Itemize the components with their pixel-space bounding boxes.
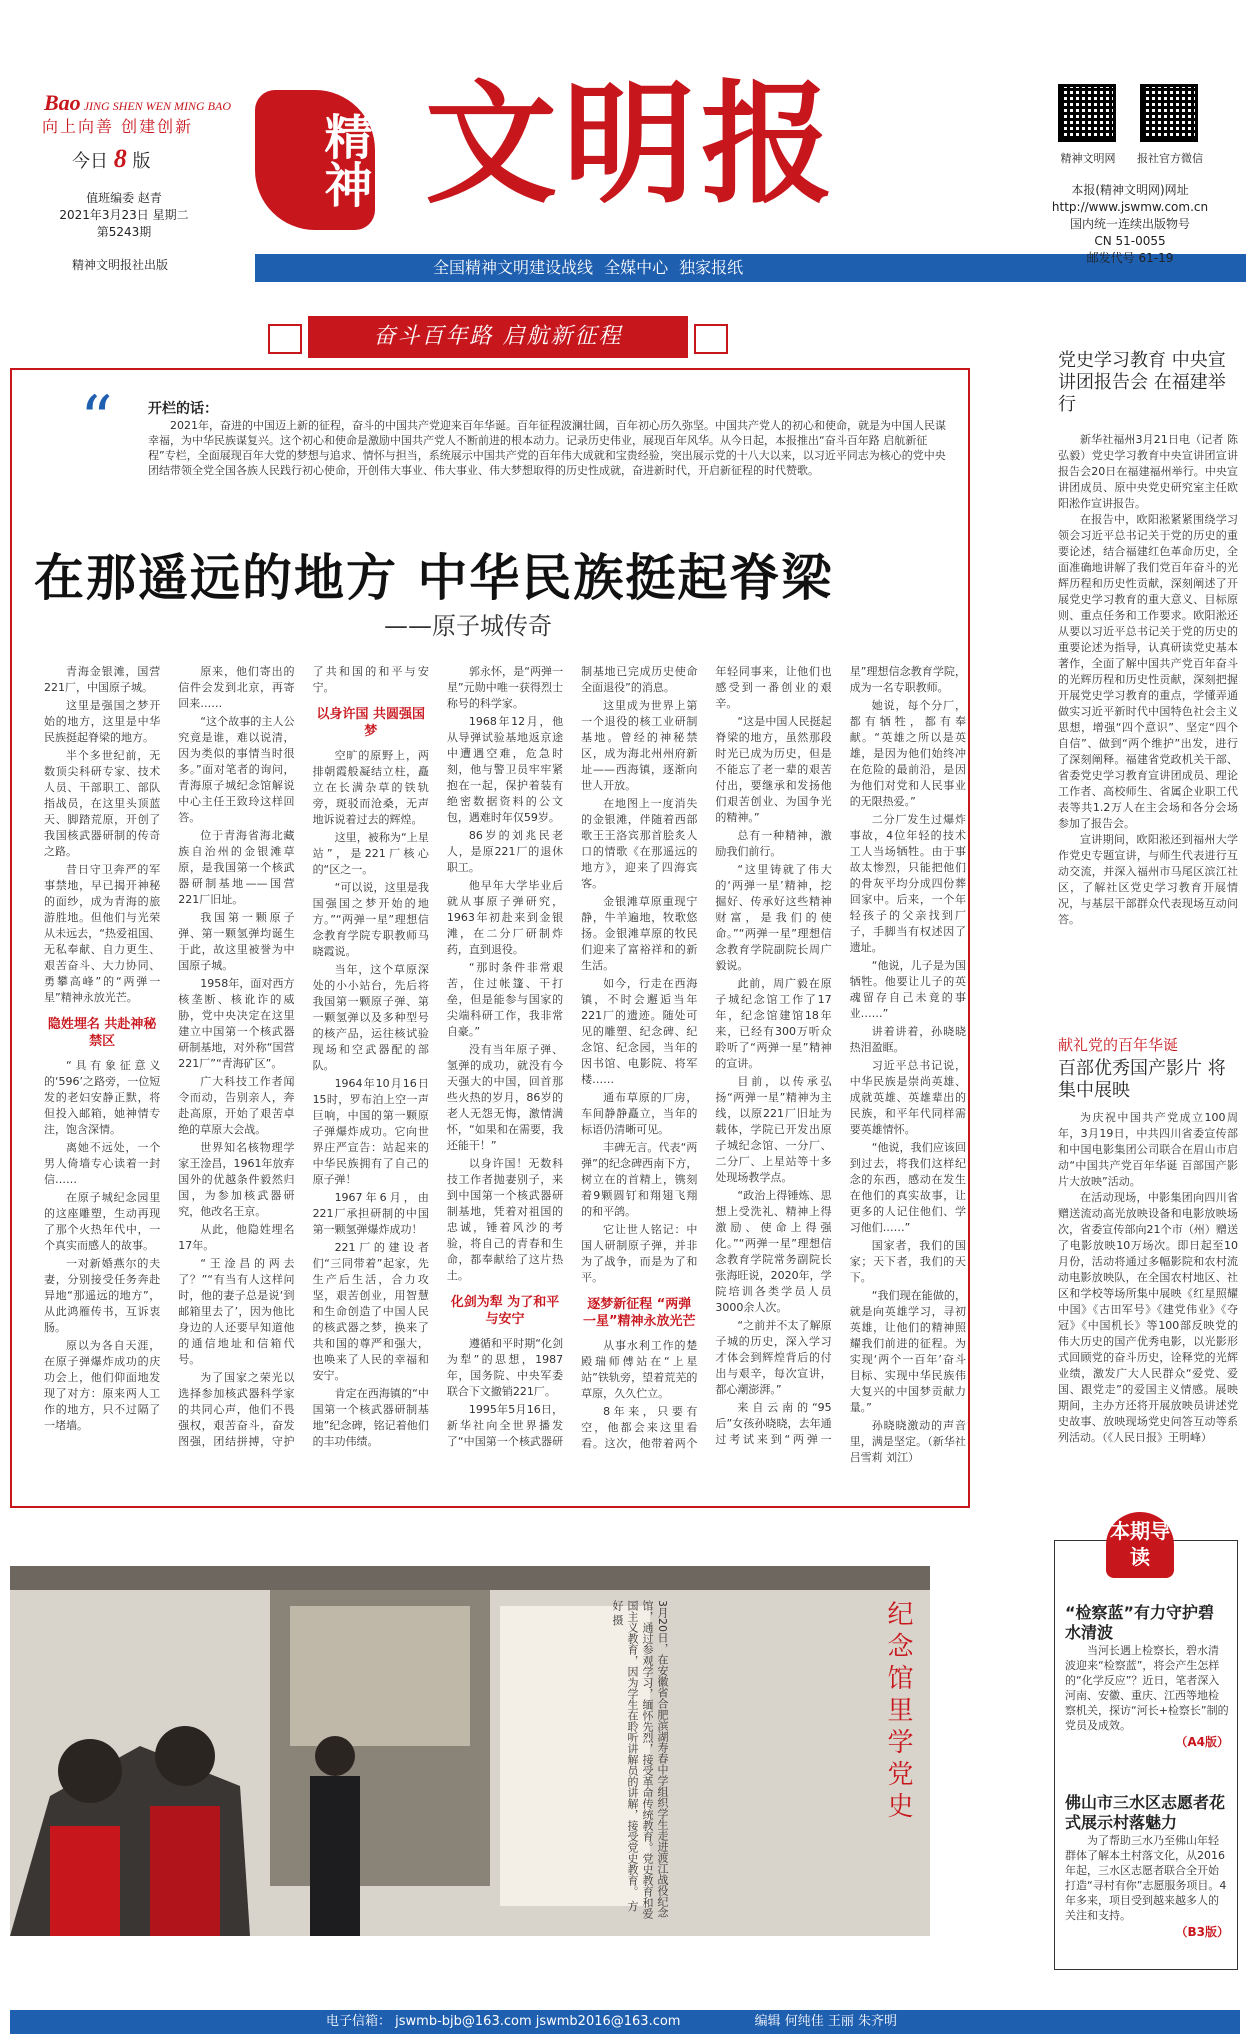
paragraph: 1995年5月16日，新华社向全世界播发了“中国第一个核武器研制基地已完成历史使命全面退役”的消息。 xyxy=(446,665,698,1448)
paragraph: 1964年10月16日15时，罗布泊上空一声巨响，中国的第一颗原子弹爆炸成功。它向世界庄严宣告：站起来的中华民族拥有了自己的原子弹！ xyxy=(312,1077,429,1186)
paragraph: “我们现在能做的，就是向英雄学习，寻初英雄，让他们的精神照耀我们前进的征程。为实现‘两个一百年’奋斗目标、实现中华民族伟大复兴的中国梦贡献力量。” xyxy=(849,1289,966,1414)
guide-item-2[interactable] xyxy=(1065,1793,1229,1940)
paragraph: 青海金银滩，国营221厂，中国原子城。 xyxy=(44,665,161,694)
slogan: 向上向善 创建创新 xyxy=(42,117,194,136)
paragraph: 在活动现场，中影集团向四川省赠送流动高光放映设备和电影放映场次，省委宣传部向21个市（州）赠送了电影放映10万场次。即日起至10月份，活动将通过多幅影院和农村流动电影放映队，在全国农村地区、社区和学校等场所集中展映《红星照耀中国》《古田军号》《建党伟业》《夺冠》《中国机长》等100部反映党的伟大历史的国产优秀电影，以光影形式回顾党的奋斗历史，诠释党的光辉业绩，激发广大人民群众“爱党、爱国、跟党走”的爱国主义情感。展映期间，主办方还将开展放映员讲述党史故事、放映现场党史问答互动等系列活动。（《人民日报》王明峰） xyxy=(1058,1191,1238,1444)
paragraph: 世界知名核物理学家王淦昌，1961年放弃国外的优越条件毅然归国，为参加核武器研究，他改名王京。 xyxy=(178,1141,295,1218)
quote-mark: “ xyxy=(80,383,113,457)
right-article-2 xyxy=(1058,1110,1238,1500)
paragraph: 原以为各自天涯，在原子弹爆炸成功的庆功会上，他们仰面地发现了对方：原来两人工作的地方，只不过隔了一堵墙。 xyxy=(44,1339,161,1432)
paragraph: 他早年大学毕业后就从事原子弹研究，1963年初赴来到金银滩，在二分厂研制炸药，直到退役。 xyxy=(446,879,564,956)
guide-item-page: （B3版） xyxy=(1175,1925,1229,1939)
paragraph: 郭永怀，是“两弹一星”元勋中唯一获得烈士称号的科学家。 xyxy=(446,665,564,710)
paper-info: 本报(精神文明网)网址 http://www.jswmw.com.cn 国内统一连续出版物号 CN 51-0055 邮发代号 61-19 xyxy=(1030,182,1230,267)
paragraph: 它让世人铭记：中国人研制原子弹，并非为了战争，而是为了和平。 xyxy=(581,1223,698,1284)
paragraph: 这里成为世界上第一个退役的核工业研制基地。曾经的神秘禁区，成为海北州州府新址——西海镇，逐渐向世人开放。 xyxy=(581,699,698,792)
paragraph: 习近平总书记说，中华民族是崇尚英雄、成就英雄、英雄辈出的民族，和平年代同样需要英雄情怀。 xyxy=(849,1059,966,1136)
qr1-label: 精神文明网 xyxy=(1060,152,1116,165)
paragraph: 通布草原的厂房，车间静静矗立，当年的标语仍清晰可见。 xyxy=(581,1091,698,1136)
guide-badge: 本期导读 xyxy=(1106,1512,1174,1578)
paragraph: “他说，我们应该回到过去，将我们这样纪念的东西，感动在发生在他们的真实故事，让更多的人记住他们、学习他们……” xyxy=(849,1141,966,1234)
paragraph: “王淦昌的两去了？”“有当有人这样问时，他的妻子总是说‘到邮箱里去了’，因为他比身边的人还要早知道他的通信地址和信箱代号。 xyxy=(178,1257,295,1366)
paragraph: 1968年12月，他从导弹试验基地返京途中遭遇空难，危急时刻，他与警卫员牢牢紧抱在一起，保护着装有绝密数据资料的公文包，遇难时年仅59岁。 xyxy=(446,715,564,824)
column-banner: 奋斗百年路 启航新征程 xyxy=(308,316,688,358)
paragraph: “政治上得锤炼、思想上受洗礼、精神上得激励、使命上得强化。”“两弹一星”理想信念教育学院常务副院长张海旺说，2020年，学院培训各类学员人员3000余人次。 xyxy=(715,1189,832,1314)
paragraph: 肯定在西海镇的“中国第一个核武器研制基地”纪念碑，铭记着他们的丰功伟绩。 xyxy=(312,1387,429,1448)
paragraph: 讲着讲着，孙晓晓热泪盈眶。 xyxy=(849,1025,966,1054)
paragraph: 国家者，我们的国家；天下者，我们的天下。 xyxy=(849,1239,966,1284)
paragraph: 她说，每个分厂，都有牺牲，都有奉献。“英雄之所以是英雄，是因为他们始终冲在危险的最前沿，是因为他们对党和人民事业的无限热爱。” xyxy=(849,699,966,808)
paragraph: 从此，他隐姓埋名17年。 xyxy=(178,1223,295,1252)
paragraph: 1967年6月，由221厂承担研制的中国第一颗氢弹爆炸成功！ xyxy=(312,1191,429,1236)
newspaper-title xyxy=(255,60,1035,240)
title-text: 文明报 xyxy=(425,67,839,222)
paragraph: 目前，以传承弘扬“两弹一星”精神为主线，以原221厂旧址为载体，学院已开发出原子城纪念馆、一分厂、二分厂、上星站等十多处现场教学点。 xyxy=(715,1075,832,1184)
paragraph: 这里，被称为“上星站”，是221厂核心的“区之一。 xyxy=(312,831,429,876)
paragraph: 1958年，面对西方核垄断、核讹诈的威胁，党中央决定在这里建立中国第一个核武器研制基地，对外称“国营221厂”“青海矿区”。 xyxy=(178,977,295,1070)
paragraph: 以身许国！无数科技工作者抛妻别子，来到中国第一个核武器研制基地，凭着对祖国的忠诚，锤着风沙的考验，将自己的青春和生命，都奉献给了这片热土。 xyxy=(446,1157,564,1282)
paragraph: 221厂的建设者们“三同带着”起家，先生产后生活，合力攻坚，艰苦创业，用智慧和生命创造了中国人民的核武器之梦，换来了共和国的尊严和强大，也唤来了人民的幸福和安宁。 xyxy=(312,1241,429,1382)
qr-code-wechat[interactable] xyxy=(1140,84,1198,142)
paragraph: 为了国家之荣光以选择参加核武器科学家的共同心声，他们不畏强权，艰苦奋斗，奋发图强，团结拼搏，守护了共和国的和平与安宁。 xyxy=(178,665,429,1448)
photo-caption xyxy=(500,1600,670,1920)
right-kicker: 献礼党的百年华诞 xyxy=(1058,1036,1179,1054)
paragraph: 半个多世纪前，无数顶尖科研专家、技术人员、干部职工、部队指战员，在这里头顶蓝天、脚踏荒原，开创了我国核武器研制的传奇之路。 xyxy=(44,749,161,858)
paragraph: “之前并不太了解原子城的历史，深入学习才体会到辉煌背后的付出与艰辛，每次宣讲，都心潮澎湃。” xyxy=(715,1319,832,1396)
paragraph: 丰碑无言。代表“两弹”的纪念碑西南下方，树立在的首精上，镌刻着9颗圆钉和翔翅飞翔的和平鸽。 xyxy=(581,1141,698,1218)
qr-code-jswmw[interactable] xyxy=(1058,84,1116,142)
brand-logo: Bao JING SHEN WEN MING BAO xyxy=(44,90,231,115)
guide-box xyxy=(1054,1540,1238,1970)
guide-item-title: “检察蓝”有力守护碧水清波 xyxy=(1065,1603,1215,1642)
news-photo xyxy=(10,1566,930,1936)
paragraph: “具有象征意义的‘596’之路旁，一位短发的老妇安静正默，将但投入邮箱，她神情专注，饱含深情。 xyxy=(44,1059,161,1136)
photo-title: 纪念馆里学党史 xyxy=(883,1600,913,1824)
footer-bar xyxy=(10,2010,1240,2034)
paragraph: “这个故事的主人公究竟是谁，难以说清，因为类似的事情当时很多。”面对笔者的询问，青海原子城纪念馆解说中心主任王致玲这样回答。 xyxy=(178,715,295,824)
paragraph: 原来，他们寄出的信件会发到北京，再寄回来…… xyxy=(178,665,295,710)
paragraph: “这里铸就了伟大的‘两弹一星’精神，挖掘好、传承好这些精神财富，是我们的使命。”“两弹一星”理想信念教育学院副院长周广毅说。 xyxy=(715,863,832,972)
publisher: 精神文明报社出版 xyxy=(72,258,169,272)
headline[interactable]: 在那遥远的地方 中华民族挺起脊梁 xyxy=(34,548,834,607)
paragraph: 空旷的原野上，两排朝霞般凝结立柱，矗立在长满杂草的铁轨旁，斑驳而沧桑，无声地诉说着过去的辉煌。 xyxy=(312,749,429,826)
right-headline-2[interactable]: 百部优秀国产影片 将集中展映 xyxy=(1058,1058,1226,1101)
paragraph: 这里是强国之梦开始的地方，这里是中华民族挺起脊梁的地方。 xyxy=(44,699,161,744)
paragraph: 来自云南的“95后”女孩孙晓晓，去年通过考试来到“两弹一星”理想信念教育学院，成为一名专职教师。 xyxy=(715,665,966,1446)
today-pages: 今日 8 版 xyxy=(72,144,151,173)
right-article-1 xyxy=(1058,432,1238,1022)
paragraph: 广大科技工作者闻令而动，告别亲人，奔赴高原，开始了艰苦卓绝的草原大会战。 xyxy=(178,1075,295,1136)
section-heading: 逐梦新征程 “两弹一星”精神永放光芒 xyxy=(582,1297,696,1329)
paragraph: “这是中国人民挺起脊梁的地方，虽然那段时光已成为历史，但是不能忘了老一辈的艰苦付出，要继承和发扬他们艰苦创业、为国争光的精神。” xyxy=(715,715,832,824)
paragraph: 从事水利工作的楚殿瑞师傅站在“上星站”铁轨旁，望着荒芜的草原，久久伫立。 xyxy=(581,1339,698,1400)
paragraph: 遵循和平时期“化剑为犁”的思想，1987年，国务院、中央军委联合下文撤销221厂。 xyxy=(446,1337,564,1398)
paragraph: 一对新婚燕尔的夫妻，分别接受任务奔赴异地“那遥远的地方”，从此鸿雁传书，互诉衷肠。 xyxy=(44,1257,161,1334)
paragraph: 孙晓晓激动的声音里，满是坚定。（新华社 吕雪莉 刘江） xyxy=(849,1419,966,1464)
site-link[interactable]: http://www.jswmw.com.cn xyxy=(1051,200,1209,214)
guide-item-page: （A4版） xyxy=(1175,1735,1229,1749)
paragraph: 我国第一颗原子弹、第一颗氢弹均诞生于此，故这里被誉为中国原子城。 xyxy=(178,911,295,972)
guide-item-title: 佛山市三水区志愿者花式展示村落魅力 xyxy=(1065,1793,1226,1832)
masthead-bar: 全国精神文明建设战线 全媒中心 独家报纸 xyxy=(255,254,1246,282)
paragraph: “他说，儿子是为国牺牲。他要让儿子的英魂留存自己未竟的事业……” xyxy=(849,959,966,1020)
guide-item-1[interactable] xyxy=(1065,1603,1229,1750)
paragraph: 在地图上一度消失的金银滩，伴随着西部歌王王洛宾那首脍炙人口的情歌《在那遥远的地方》，迎来了四海宾客。 xyxy=(581,797,698,890)
paragraph: 当年，这个草原深处的小小站台，先后将我国第一颗原子弹、第一颗氢弹以及多种型号的核产品，运往核试验现场和空武器配的部队。 xyxy=(312,963,429,1072)
qr2-label: 报社官方微信 xyxy=(1137,152,1203,165)
paragraph: 昔日守卫奔严的军事禁地，早已揭开神秘的面纱，成为青海的旅游胜地。但他们与光荣从未远去，“热爱祖国、无私奉献、自力更生、艰苦奋斗、大力协同、勇攀高峰”的“两弹一星”精神永放光芒。 xyxy=(44,863,161,1004)
paragraph: 8年来，只要有空，他都会来这里看看。这次，他带着两个年轻同事来，让他们也感受到一番创业的艰辛。 xyxy=(581,665,832,1450)
email-links[interactable]: jswmb-bjb@163.com jswmb2016@163.com xyxy=(395,2014,681,2029)
paragraph: 为庆祝中国共产党成立100周年，3月19日，中共四川省委宣传部和中国电影集团公司联合在眉山市启动“中国共产党百年华诞 百部国产影片大放映”活动。 xyxy=(1058,1111,1238,1188)
paragraph: 在报告中，欧阳淞紧紧围绕学习领会习近平总书记关于党的历史的重要论述，结合福建红色革命历史，全面准确地讲解了我们党百年奋斗的光辉历程和历史性贡献，深刻阐述了开展党史学习教育的重大意义、目标原则、重点任务和工作要求。欧阳淞还从要以习近平总书记关于党的历史的重要论述为指导，认真研读党史基本著作，全面了解中国共产党百年奋斗的光辉历程和历史性贡献，深刻把握开展党史学习教育的重点，学懂弄通做实习近平新时代中国特色社会主义思想，增强“四个意识”、坚定“四个自信”、做到“两个维护”出发，进行了深刻阐释。福建省党政机关干部、省委党史学习教育宣讲团成员、理论工作者、高校师生、省属企业职工代表等共1.2万人在主会场和各分会场参加了报告会。 xyxy=(1058,513,1238,830)
paragraph: 如今，行走在西海镇，不时会邂逅当年221厂的遗迹。随处可见的雕塑、纪念碑、纪念馆、纪念园，当年的因书馆、电影院、将军楼…… xyxy=(581,977,698,1086)
guide-item-text: 为了帮助三水乃至佛山年轻群体了解本土村落文化，从2016年起，三水区志愿者联合全开始打造“寻村有你”志愿服务项目。4年多来，项目受到越来越多人的关注和支持。 xyxy=(1065,1834,1227,1922)
editors: 编辑 何纯佳 王丽 朱齐明 xyxy=(754,2014,898,2029)
paragraph: 86岁的刘兆民老人，是原221厂的退休职工。 xyxy=(446,829,564,874)
paragraph: 总有一种精神，激励我们前行。 xyxy=(715,829,832,858)
paragraph: 二分厂发生过爆炸事故，4位年轻的技术工人当场牺牲。由于事故太惨烈，只能把他们的骨灰平均分成四份葬回家中。后来，一个年轻孩子的父亲找到厂子，手脚当有权述因了遗址。 xyxy=(849,813,966,954)
guide-item-text: 当河长遇上检察长，碧水清波迎来“检察蓝”，将会产生怎样的“化学反应”？近日，笔者深入河南、安徽、重庆、江西等地检察机关，探访“河长+检察长”制的党员及成效。 xyxy=(1065,1644,1229,1732)
section-heading: 化剑为犁 为了和平与安宁 xyxy=(450,1295,560,1327)
paragraph: 位于青海省海北藏族自治州的金银滩草原，是我国第一个核武器研制基地——国营221厂旧址。 xyxy=(178,829,295,906)
paragraph: 在原子城纪念园里的这座雕塑，生动再现了那个火热年代中，一个真实而感人的故事。 xyxy=(44,1191,161,1252)
section-heading: 以身许国 共圆强国梦 xyxy=(316,707,425,739)
title-seal: 精神 xyxy=(255,90,375,230)
paragraph: 离她不远处，一个男人倚墙专心读着一封信…… xyxy=(44,1141,161,1186)
email-label: 电子信箱： xyxy=(326,2014,392,2029)
paragraph: 宣讲期间，欧阳淞还到福州大学作党史专题宣讲，与师生代表进行互动交流，并深入福州市马尾区滨江社区，了解社区党史学习教育开展情况，与基层干部群众代表现场互动问答。 xyxy=(1058,833,1238,926)
photo-image xyxy=(10,1566,930,1936)
right-headline-1[interactable]: 党史学习教育 中央宣讲团报告会 在福建举行 xyxy=(1058,350,1226,415)
section-heading: 隐姓埋名 共赴神秘禁区 xyxy=(47,1017,157,1049)
photo-credit: 方好 摄 xyxy=(611,1600,639,1912)
paragraph: 没有当年原子弹、氢弹的成功，就没有今天强大的中国，回首那些火热的岁月，86岁的老人无怨无悔，激情满怀，“如果和在需要，我还能干！” xyxy=(446,1043,564,1152)
paragraph: “可以说，这里是我国强国之梦开始的地方。”“两弹一星”理想信念教育学院专职教师马晓霞说。 xyxy=(312,881,429,958)
caption-text: 3月20日，在安徽省合肥滨湖寿春中学组织学生走进渡江战役纪念馆，通过参观学习，缅怀先烈，接受革命传统教育。党史教育和爱国主义教育，因为学生在聆听讲解员的讲解，接受党史教育。 xyxy=(626,1600,669,1919)
issue-meta: 值班编委 赵青 2021年3月23日 星期二 第5243期 xyxy=(59,191,189,239)
article-body xyxy=(44,664,966,1504)
paragraph: 新华社福州3月21日电（记者 陈弘毅）党史学习教育中央宣讲团宣讲报告会20日在福建福州举行。中央宣讲团成员、原中央党史研究室主任欧阳淞作宣讲报告。 xyxy=(1058,433,1238,510)
intro-title: 开栏的话： xyxy=(148,401,218,417)
paragraph: 金银滩草原重现宁静，牛羊遍地，牧歌悠扬。金银滩草原的牧民们迎来了富裕祥和的新生活。 xyxy=(581,895,698,972)
subhead: ——原子城传奇 xyxy=(384,612,552,640)
paragraph: 此前，周广毅在原子城纪念馆工作了17年，纪念馆建馆18年来，已经有300万听众聆听了“两弹一星”精神的宣讲。 xyxy=(715,977,832,1070)
paragraph: “那时条件非常艰苦，住过帐篷、干打垒，但是能参与国家的尖端科研工作，我非常自豪。” xyxy=(446,961,564,1038)
intro-text: 2021年，奋进的中国迈上新的征程，奋斗的中国共产党迎来百年华诞。百年征程波澜壮阔，百年初心历久弥坚。中国共产党人的初心和使命，就是为中国人民谋幸福，为中华民族谋复兴。这个初心和使命是激励中国共产党人不断前进的根本动力。记录历史伟业，展现百年风华。从今日起，本报推出“奋斗百年路 启航新征程”专栏，全面展现百年大党的梦想与追求、情怀与担当，系统展示中国共产党的百年伟大成就和宝贵经验，突出展示党的十八大以来，以习近平同志为核心的党中央团结带领全党全国各族人民践行初心使命，开创伟大事业、伟大事业、伟大梦想取得的历史性成就，奋进新时代，开启新征程的时代赞歌。 xyxy=(148,419,946,477)
